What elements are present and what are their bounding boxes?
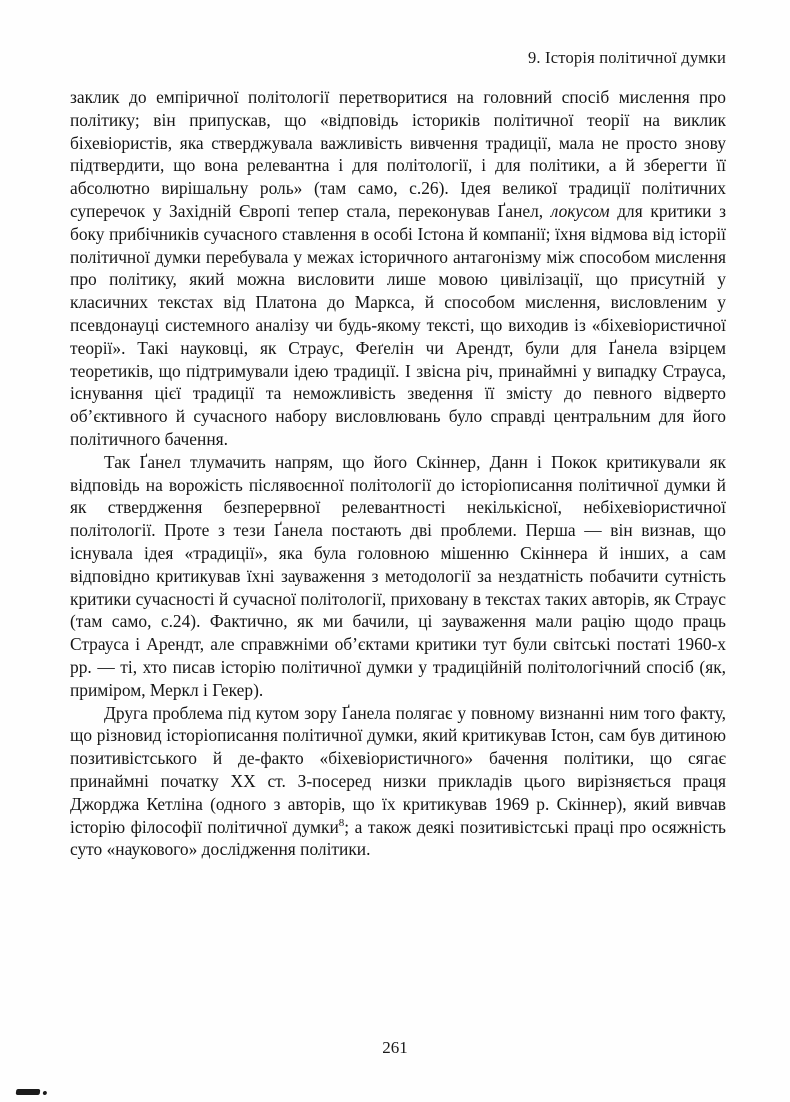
text-segment: Так Ґанел тлумачить напрям, що його Скіннер, Данн і Покок критикували як відповідь на ворожість післявоєнної політології до історіописання політичної думки й як ствердження безперервної релевантності некількісної, небіхевіористичної політології. Проте з тези Ґанела постають дві проблеми. Перша — він визнав, що існувала ідея «традиції», яка була головною мішенню Скіннера й інших, а сам відповідно критикував їхні зауваження з методології за нездатність побачити сутність критики сучасності й сучасної політології, приховану в текстах таких авторів, як Страус (там само, с.24). Фактично, як ми бачили, ці зауваження мали рацію щодо праць Страуса і Арендт, але справжніми об’єктами критики тут були світські постаті 1960-х рр. — ті, хто писав історію політичної думки у традиційній політологічний спосіб (як, приміром, Меркл і Гекер). <box>70 451 726 700</box>
paragraph <box>70 86 726 451</box>
text-segment: заклик до емпіричної політології перетворитися на головний спосіб мислення про політику; він припускав, що «відповідь істориків політичної теорії на виклик біхевіористів, яка стверджувала важливість вивчення традиції, мала не просто знову підтвердити, що вона релевантна і для політології, і для політики, а й зберегти її абсолютно вирішальну роль» (там само, с.26). Ідея великої традиції політичних суперечок у Західній Європі тепер стала, переконував Ґанел, <box>70 87 726 221</box>
running-header: 9. Історія політичної думки <box>527 48 726 67</box>
page-number: 261 <box>382 1038 408 1057</box>
text-segment: для критики з боку прибічників сучасного ставлення в особі Істона й компанії; їхня відмова від історії політичної думки перебувала у межах історичного антагонізму між способом мислення про політику, який можна висловити лише мовою цивілізації, що присутній у класичних текстах від Платона до Маркса, й способом мислення, висловленим у псевдонауці системного аналізу чи будь-якому тексті, що виходив із «біхевіористичної теорії». Такі науковці, як Страус, Феґелін чи Арендт, були для Ґанела взірцем теоретиків, що підтримували ідею традиції. І звісна річ, принаймні у випадку Страуса, існування цієї традиції та неможливість зведення її змісту до певного відверто об’єктивного й сучасного набору висловлювань було справді центральним для його політичного бачення. <box>70 200 726 449</box>
paragraph <box>70 702 726 862</box>
paragraph <box>70 451 726 702</box>
text-segment: ; а також деякі позитивістські праці про осяжність суто «наукового» дослідження політики. <box>70 816 726 860</box>
scan-artifact <box>16 1089 41 1095</box>
body-text <box>70 86 726 861</box>
italic-text: локусом <box>550 200 610 221</box>
footnote-marker: 8 <box>338 816 345 829</box>
text-segment: Друга проблема під кутом зору Ґанела полягає у повному визнанні ним того факту, що різновид історіописання політичної думки, який критикував Істон, сам був дитиною позитивістського й де-факто «біхевіористичного» бачення політики, що сягає принаймні початку XX ст. З-посеред низки прикладів цього вирізняється праця Джорджа Кетліна (одного з авторів, що їх критикував 1969 р. Скіннер), який вивчав історію філософії політичної думки <box>70 702 726 837</box>
